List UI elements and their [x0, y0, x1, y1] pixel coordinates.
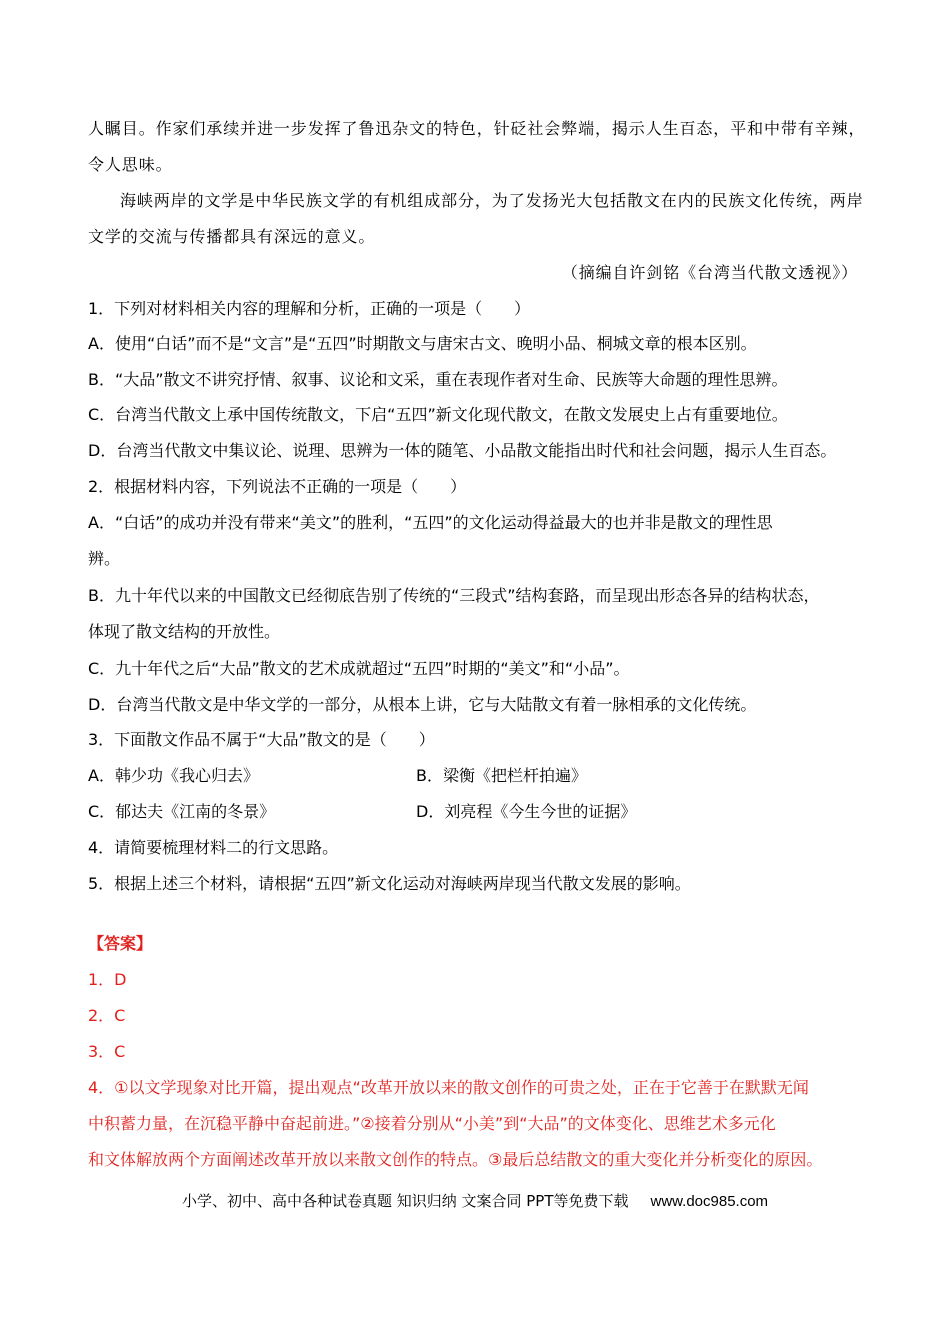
- answer-4-line-1: 4．①以文学现象对比开篇，提出观点“改革开放以来的散文创作的可贵之处，正在于它善于在默默无闻: [88, 1078, 809, 1097]
- question-1-option-d: D．台湾当代散文中集议论、说理、思辨为一体的随笔、小品散文能指出时代和社会问题，揭示人生百态。: [88, 441, 837, 460]
- answer-heading: 【答案】: [88, 934, 153, 953]
- question-2-option-b-line-1: B．九十年代以来的中国散文已经彻底告别了传统的“三段式”结构套路，而呈现出形态各异的结构状态，: [88, 586, 820, 605]
- answer-4-line-2: 中积蓄力量，在沉稳平静中奋起前进。”②接着分别从“小美”到“大品”的文体变化、思维艺术多元化: [88, 1114, 776, 1133]
- question-2-stem: 2．根据材料内容，下列说法不正确的一项是（ ）: [88, 477, 467, 496]
- passage-source: （摘编自许剑铭《台湾当代散文透视》）: [561, 263, 858, 282]
- question-2-option-d: D．台湾当代散文是中华文学的一部分，从根本上讲，它与大陆散文有着一脉相承的文化传统。: [88, 695, 757, 714]
- passage-paragraph-2-line-1: 海峡两岸的文学是中华民族文学的有机组成部分，为了发扬光大包括散文在内的民族文化传统，两岸: [120, 191, 864, 210]
- answer-1: 1．D: [88, 970, 127, 989]
- passage-paragraph-1-line-2: 令人思味。: [88, 155, 173, 174]
- question-2-option-c: C．九十年代之后“大品”散文的艺术成就超过“五四”时期的“美文”和“小品”。: [88, 659, 630, 678]
- answer-2: 2．C: [88, 1006, 126, 1025]
- answer-3: 3．C: [88, 1042, 126, 1061]
- footer-text: 小学、初中、高中各种试卷真题 知识归纳 文案合同 PPT等免费下载: [181, 1192, 629, 1210]
- question-3-option-a: A．韩少功《我心归去》: [88, 766, 259, 785]
- question-3-option-c: C．郁达夫《江南的冬景》: [88, 802, 276, 821]
- question-2-option-b-line-2: 体现了散文结构的开放性。: [88, 622, 281, 641]
- question-1-option-a: A．使用“白话”而不是“文言”是“五四”时期散文与唐宋古文、晚明小品、桐城文章的根本区别。: [88, 334, 757, 353]
- question-3-option-b: B．梁衡《把栏杆拍遍》: [416, 766, 587, 785]
- question-1-option-b: B．“大品”散文不讲究抒情、叙事、议论和文采，重在表现作者对生命、民族等大命题的理性思辨。: [88, 370, 788, 389]
- question-3-option-d: D．刘亮程《今生今世的证据》: [416, 802, 637, 821]
- question-5-stem: 5．根据上述三个材料，请根据“五四”新文化运动对海峡两岸现当代散文发展的影响。: [88, 874, 691, 893]
- question-2-option-a-line-2: 辨。: [88, 549, 121, 568]
- passage-paragraph-2-line-2: 文学的交流与传播都具有深远的意义。: [88, 227, 376, 246]
- question-4-stem: 4．请简要梳理材料二的行文思路。: [88, 838, 339, 857]
- page-footer: [0, 1191, 950, 1212]
- footer-website-link[interactable]: www.doc985.com: [650, 1193, 769, 1210]
- question-1-option-c: C．台湾当代散文上承中国传统散文，下启“五四”新文化现代散文，在散文发展史上占有重要地位。: [88, 405, 788, 424]
- passage-paragraph-1-line-1: 人瞩目。作家们承续并进一步发挥了鲁迅杂文的特色，针砭社会弊端，揭示人生百态，平和中带有辛辣，: [88, 119, 866, 138]
- answer-4-line-3: 和文体解放两个方面阐述改革开放以来散文创作的特点。③最后总结散文的重大变化并分析变化的原因。: [88, 1150, 823, 1169]
- question-1-stem: 1．下列对材料相关内容的理解和分析，正确的一项是（ ）: [88, 299, 531, 318]
- question-2-option-a-line-1: A．“白话”的成功并没有带来“美文”的胜利，“五四”的文化运动得益最大的也并非是散文的理性思: [88, 513, 773, 532]
- question-3-stem: 3．下面散文作品不属于“大品”散文的是（ ）: [88, 730, 435, 749]
